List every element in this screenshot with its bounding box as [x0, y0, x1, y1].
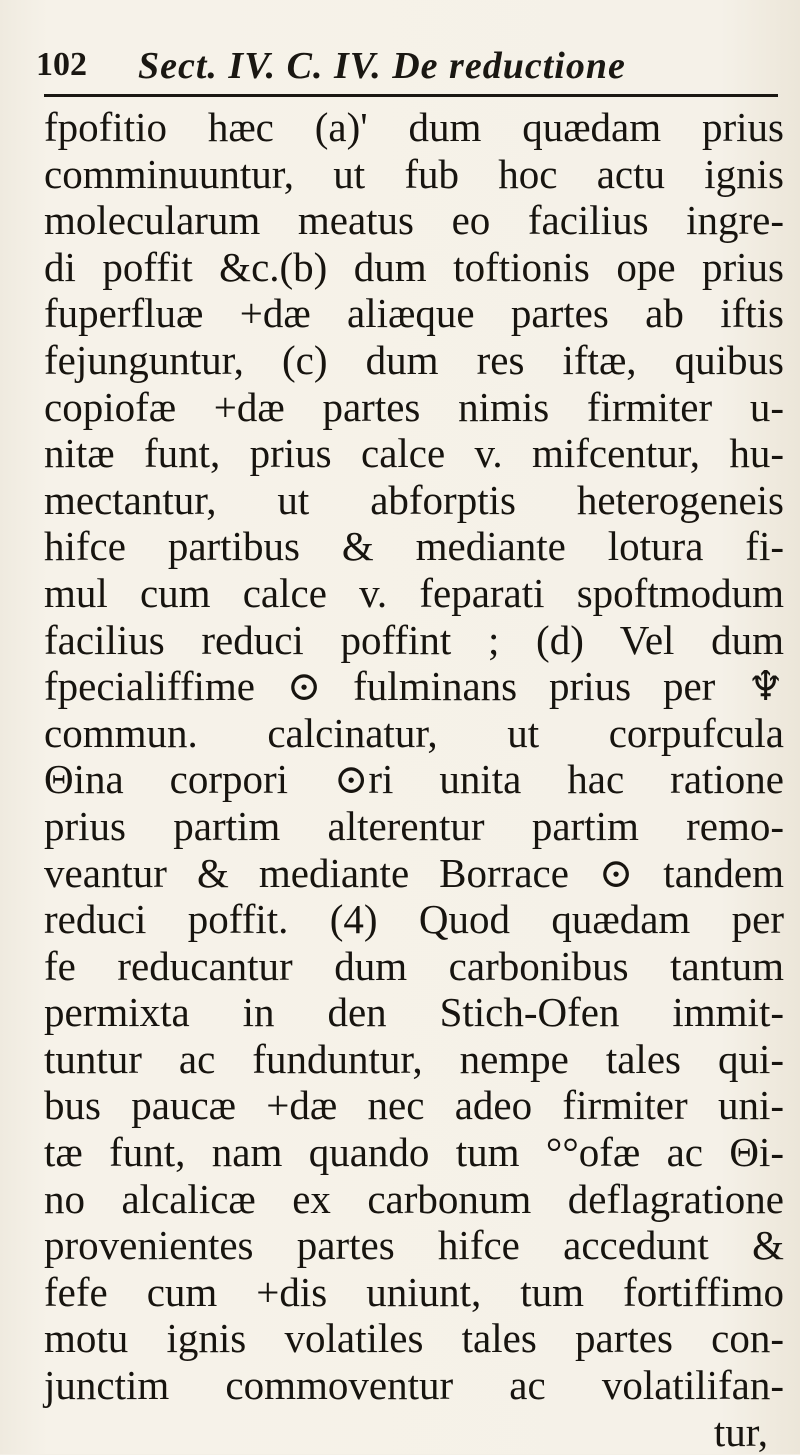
text-line: di poffit &c.(b) dum toftionis ope prius [44, 243, 784, 290]
text-line: bus paucæ +dæ nec adeo firmiter uni- [44, 1082, 784, 1129]
text-line: nitæ funt, prius calce v. mifcentur, hu- [44, 430, 784, 477]
text-line: molecularum meatus eo facilius ingre- [44, 197, 784, 244]
text-line: mul cum calce v. feparati spoftmodum [44, 569, 784, 616]
page-header [28, 40, 728, 88]
text-line: commun. calcinatur, ut corpufcula [44, 709, 784, 756]
running-title: Sect. IV. C. IV. De reductione [138, 45, 626, 87]
text-line: copiofæ +dæ partes nimis firmiter u- [44, 383, 784, 430]
text-line: comminuuntur, ut fub hoc actu ignis [44, 150, 784, 197]
text-line: fpofitio hæc (a)' dum quædam prius [44, 104, 784, 150]
header-rule [44, 94, 778, 97]
text-line: permixta in den Stich-Ofen immit- [44, 989, 784, 1036]
text-line-catchword: tur, [713, 1408, 768, 1455]
text-line: veantur & mediante Borrace ⊙ tandem [44, 849, 784, 896]
text-line: prius partim alterentur partim remo- [44, 802, 784, 849]
text-line: mectantur, ut abforptis heterogeneis [44, 476, 784, 523]
text-line: fuperfluæ +dæ aliæque partes ab iftis [44, 290, 784, 337]
text-line: facilius reduci poffint ; (d) Vel dum [44, 616, 784, 663]
text-line: no alcalicæ ex carbonum deflagratione [44, 1175, 784, 1222]
text-line: fpecialiffime ⊙ fulminans prius per ♆ [44, 663, 784, 710]
text-line: reduci poffit. (4) Quod quædam per [44, 896, 784, 943]
text-line: fejunguntur, (c) dum res iftæ, quibus [44, 336, 784, 383]
page-number: 102 [36, 46, 87, 83]
body-text [44, 104, 784, 1455]
text-line: provenientes partes hifce accedunt & [44, 1222, 784, 1269]
text-line: tæ funt, nam quando tum °°ofæ ac Θi- [44, 1129, 784, 1176]
text-line: motu ignis volatiles tales partes con- [44, 1315, 784, 1362]
text-line: junctim commoventur ac volatilifan- [44, 1362, 784, 1409]
text-line: Θina corpori ⊙ri unita hac ratione [44, 756, 784, 803]
text-line: fefe cum +dis uniunt, tum fortiffimo [44, 1268, 784, 1315]
text-line: tuntur ac funduntur, nempe tales qui- [44, 1035, 784, 1082]
text-line: hifce partibus & mediante lotura fi- [44, 523, 784, 570]
text-line: fe reducantur dum carbonibus tantum [44, 942, 784, 989]
